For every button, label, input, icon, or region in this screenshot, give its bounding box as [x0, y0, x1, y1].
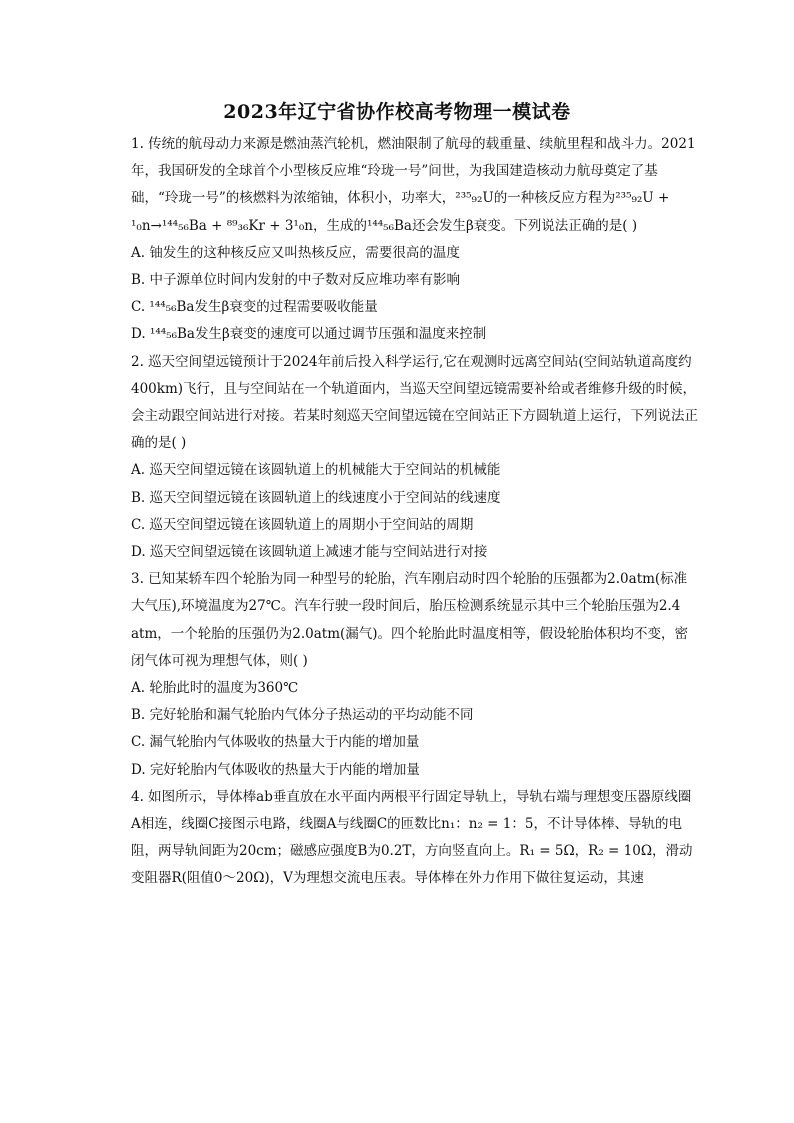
question-stem: 3. 已知某轿车四个轮胎为同一种型号的轮胎，汽车刚启动时四个轮胎的压强都为2.0atm(标准大气压),环境温度为27℃。汽车行驶一段时间后，胎压检测系统显示其中三个轮胎压强为2.4 atm，一个轮胎的压强仍为2.0atm(漏气)。四个轮胎此时温度相等，假设轮胎体积均不变，密闭气体可视为理想气体，则( )	[131, 571, 689, 669]
option-c: C. 巡天空间望远镜在该圆轨道上的周期小于空间站的周期	[131, 516, 474, 533]
question-2	[131, 349, 699, 567]
option-b: B. 完好轮胎和漏气轮胎内气体分子热运动的平均动能不同	[131, 707, 474, 724]
option-a: A. 巡天空间望远镜在该圆轨道上的机械能大于空间站的机械能	[131, 462, 501, 479]
question-list	[131, 131, 699, 893]
option-d: D. 巡天空间望远镜在该圆轨道上减速才能与空间站进行对接	[131, 544, 488, 561]
question-3	[131, 566, 699, 784]
option-c: C. ¹⁴⁴₅₆Ba发生β衰变的过程需要吸收能量	[131, 299, 378, 316]
question-stem: 2. 巡天空间望远镜预计于2024年前后投入科学运行,它在观测时远离空间站(空间站轨道高度约400km)飞行，且与空间站在一个轨道面内，当巡天空间望远镜需要补给或者维修升级的时候，会主动跟空间站进行对接。若某时刻巡天空间望远镜在空间站正下方圆轨道上运行，下列说法正确的是( )	[131, 353, 698, 452]
page-title: 2023年辽宁省协作校高考物理一模试卷	[223, 101, 571, 123]
question-stem: 1. 传统的航母动力来源是燃油蒸汽轮机，燃油限制了航母的载重量、续航里程和战斗力。2021年，我国研发的全球首个小型核反应堆“玲珑一号”问世，为我国建造核动力航母奠定了基础，“玲珑一号”的核燃料为浓缩铀，体积小，功率大，²³⁵₉₂U的一种核反应方程为²³⁵₉₂U + ¹₀n→¹⁴⁴₅₆Ba + ⁸⁹₃₆Kr + 3¹₀n，生成的¹⁴⁴₅₆Ba还会发生β衰变。下列说法正确的是( )	[131, 136, 696, 234]
option-a: A. 轮胎此时的温度为360℃	[131, 680, 299, 697]
option-b: B. 巡天空间望远镜在该圆轨道上的线速度小于空间站的线速度	[131, 489, 501, 506]
option-b: B. 中子源单位时间内发射的中子数对反应堆功率有影响	[131, 272, 461, 289]
option-c: C. 漏气轮胎内气体吸收的热量大于内能的增加量	[131, 734, 420, 751]
option-a: A. 铀发生的这种核反应又叫热核反应，需要很高的温度	[131, 244, 460, 261]
option-d: D. 完好轮胎内气体吸收的热量大于内能的增加量	[131, 761, 420, 778]
question-1	[131, 131, 699, 349]
option-d: D. ¹⁴⁴₅₆Ba发生β衰变的速度可以通过调节压强和温度来控制	[131, 326, 487, 343]
question-4	[131, 784, 699, 893]
question-stem: 4. 如图所示，导体棒ab垂直放在水平面内两根平行固定导轨上，导轨右端与理想变压器原线圈A相连，线圈C接图示电路，线圈A与线圈C的匝数比n₁：n₂ = 1：5，不计导体棒、导轨的电阻，两导轨间距为20cm；磁感应强度B为0.2T，方向竖直向上。R₁ = 5Ω，R₂ = 10Ω，滑动变阻器R(阻值0～20Ω)，V为理想交流电压表。导体棒在外力作用下做往复运动，其速	[131, 788, 693, 887]
